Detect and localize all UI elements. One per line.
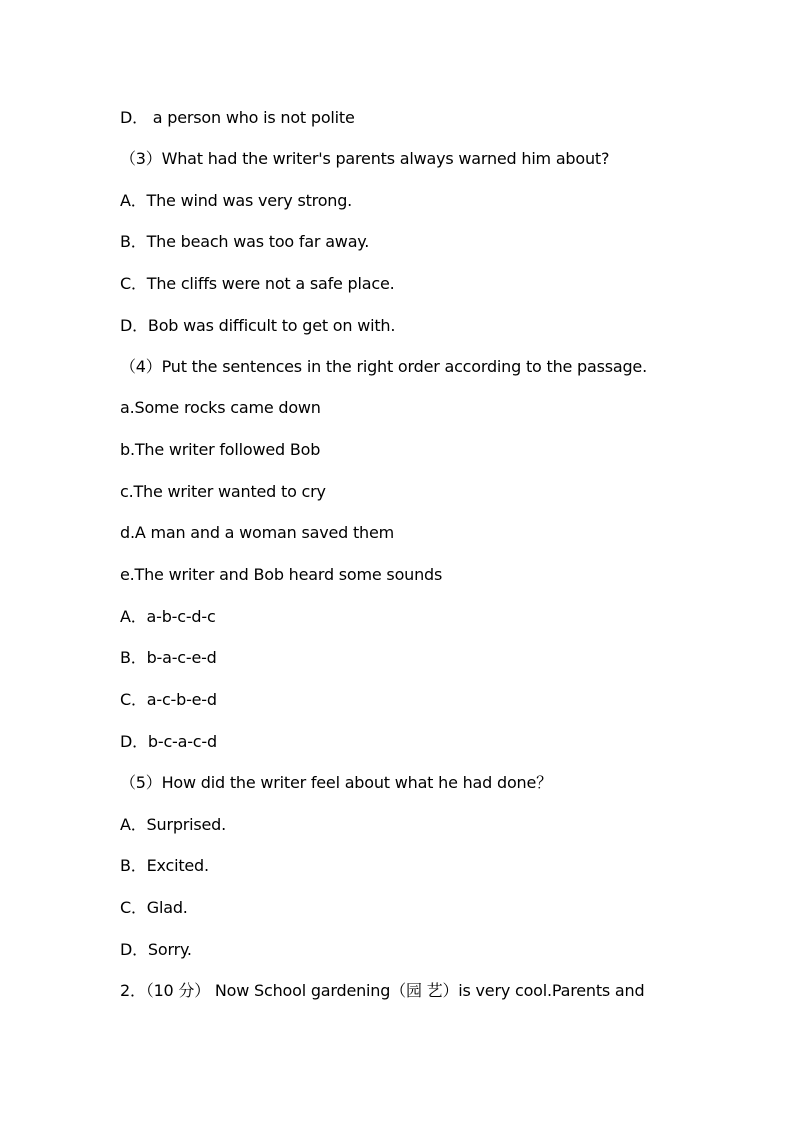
option-d-q3: D．Bob was difficult to get on with. [120, 316, 396, 335]
sentence-d: d.A man and a woman saved them [120, 523, 395, 542]
option-c-q4: C．a-c-b-e-d [120, 690, 217, 709]
question-5: （5）How did the writer feel about what he had done？ [120, 773, 552, 792]
option-d-q4: D．b-c-a-c-d [120, 732, 217, 751]
option-a-q5: A．Surprised. [120, 815, 227, 834]
sentence-c: c.The writer wanted to cry [120, 482, 326, 501]
question-3: （3）What had the writer's parents always warned him about? [120, 149, 610, 168]
sentence-a: a.Some rocks came down [120, 398, 321, 417]
option-b-q3: B．The beach was too far away. [120, 232, 370, 251]
option-d-q2: D． a person who is not polite [120, 108, 355, 127]
sentence-b: b.The writer followed Bob [120, 440, 321, 459]
question-4: （4）Put the sentences in the right order according to the passage. [120, 357, 647, 376]
option-b-q4: B．b-a-c-e-d [120, 648, 217, 667]
option-b-q5: B．Excited. [120, 856, 209, 875]
option-a-q4: A．a-b-c-d-c [120, 607, 216, 626]
option-a-q3: A．The wind was very strong. [120, 191, 353, 210]
sentence-e: e.The writer and Bob heard some sounds [120, 565, 443, 584]
option-c-q3: C．The cliffs were not a safe place. [120, 274, 395, 293]
option-c-q5: C．Glad. [120, 898, 188, 917]
option-d-q5: D．Sorry. [120, 940, 192, 959]
passage-2-intro: 2．（10 分） Now School gardening（园 艺）is very cool.Parents and [120, 981, 645, 1000]
